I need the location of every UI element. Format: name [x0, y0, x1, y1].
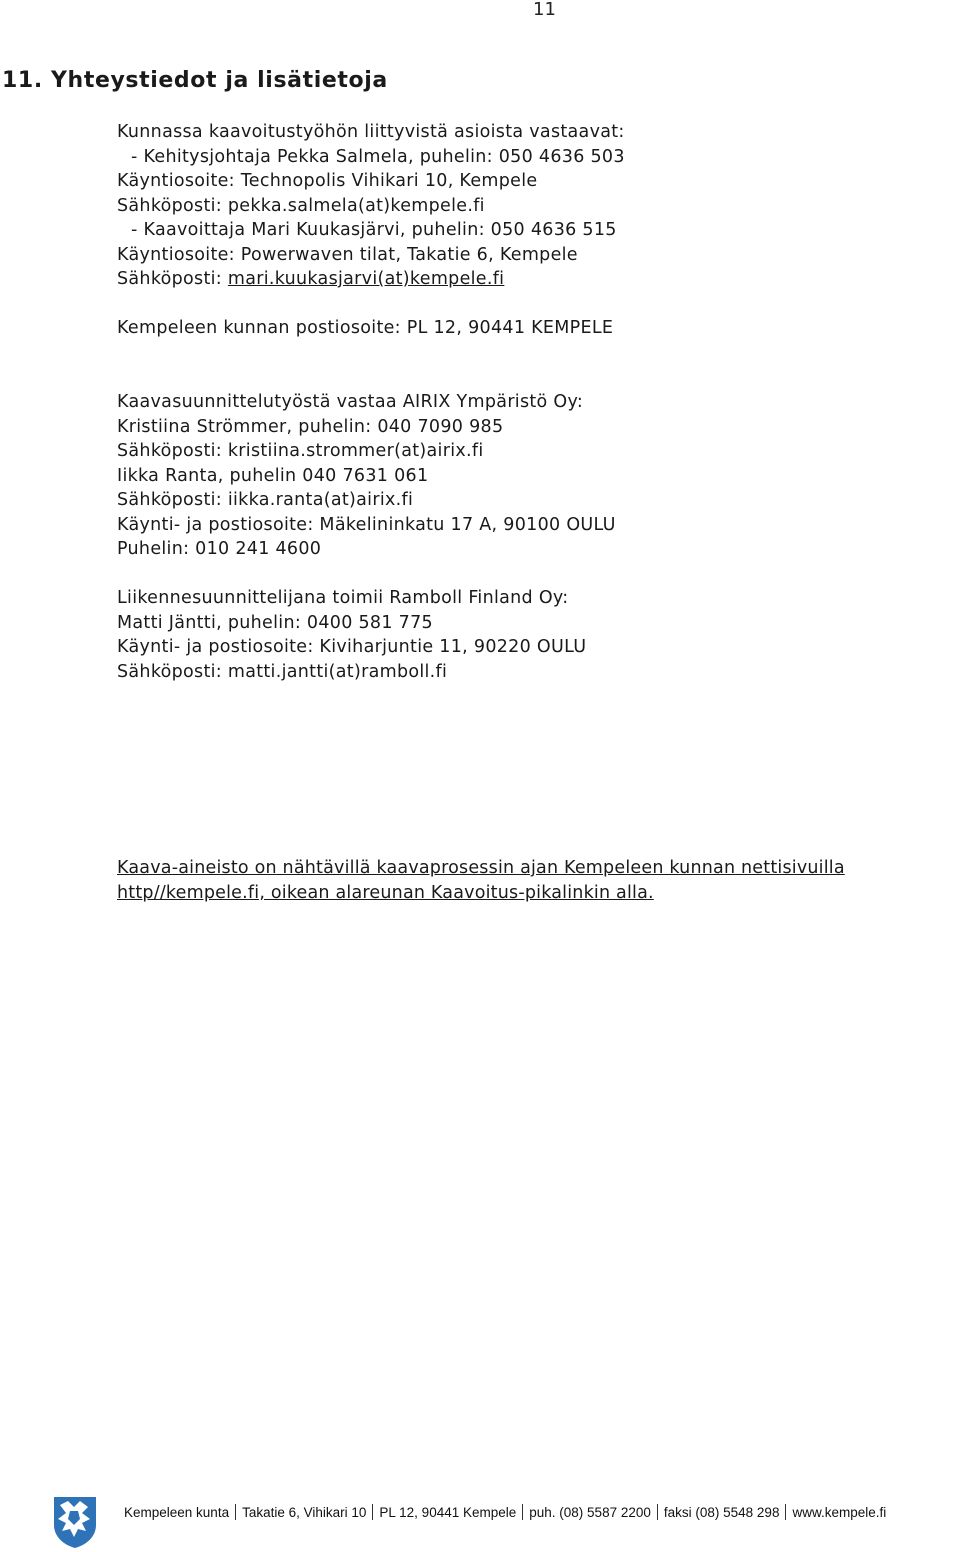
footer-separator [235, 1504, 236, 1520]
municipality-contacts [117, 120, 957, 292]
contact1-address: Käyntiosoite: Technopolis Vihikari 10, Kempele [117, 171, 538, 191]
contact2-email-row [117, 267, 957, 292]
contact2-line: - Kaavoittaja Mari Kuukasjärvi, puhelin: 050 4636 515 [131, 220, 617, 240]
material-notice [117, 856, 957, 905]
ramboll-person: Matti Jäntti, puhelin: 0400 581 775 [117, 612, 433, 633]
page-number: 11 [533, 0, 556, 20]
contact1-email-label: Sähköposti: [117, 195, 228, 216]
footer-separator [372, 1504, 373, 1520]
ramboll-intro: Liikennesuunnittelijana toimii Ramboll Finland Oy: [117, 588, 569, 608]
airix-phone: Puhelin: 010 241 4600 [117, 539, 322, 559]
contact1-line: - Kehitysjohtaja Pekka Salmela, puhelin: 050 4636 503 [131, 146, 625, 167]
kempele-coat-of-arms-icon [52, 1495, 98, 1549]
airix-address: Käynti- ja postiosoite: Mäkelininkatu 17 A, 90100 OULU [117, 514, 616, 535]
page-footer [52, 1495, 960, 1549]
footer-separator [522, 1504, 523, 1520]
section-heading: 11. Yhteystiedot ja lisätietoja [2, 68, 388, 93]
footer-org: Kempeleen kunta [124, 1505, 230, 1520]
footer-separator [785, 1504, 786, 1520]
airix-person2-email: Sähköposti: iikka.ranta(at)airix.fi [117, 490, 414, 510]
municipality-intro: Kunnassa kaavoitustyöhön liittyvistä asioista vastaavat: [117, 122, 625, 142]
footer-po-box: PL 12, 90441 Kempele [379, 1505, 517, 1520]
airix-person2: Iikka Ranta, puhelin 040 7631 061 [117, 465, 429, 486]
airix-contacts [117, 390, 957, 562]
airix-person1-email: Sähköposti: kristiina.strommer(at)airix.fi [117, 441, 484, 461]
footer-text [124, 1504, 886, 1522]
airix-person1: Kristiina Strömmer, puhelin: 040 7090 985 [117, 416, 504, 437]
contact1-email-row [117, 194, 957, 219]
airix-intro: Kaavasuunnittelutyöstä vastaa AIRIX Ympäristö Oy: [117, 392, 584, 412]
contact1-email[interactable]: pekka.salmela(at)kempele.fi [227, 195, 485, 216]
contact2-email-link[interactable]: mari.kuukasjarvi(at)kempele.fi [227, 269, 505, 289]
footer-fax: faksi (08) 5548 298 [663, 1505, 780, 1520]
footer-separator [657, 1504, 658, 1520]
ramboll-email: Sähköposti: matti.jantti(at)ramboll.fi [117, 661, 448, 682]
footer-street: Takatie 6, Vihikari 10 [242, 1505, 367, 1520]
contact2-email-label: Sähköposti: [117, 269, 228, 289]
footer-phone: puh. (08) 5587 2200 [529, 1505, 651, 1520]
postal-address: Kempeleen kunnan postiosoite: PL 12, 90441 KEMPELE [117, 318, 614, 338]
notice-line2[interactable]: http//kempele.fi, oikean alareunan Kaavoitus-pikalinkin alla. [117, 882, 654, 903]
postal-address-block [117, 316, 957, 341]
ramboll-contacts [117, 586, 957, 684]
contact2-address: Käyntiosoite: Powerwaven tilat, Takatie 6, Kempele [117, 244, 578, 265]
footer-website[interactable]: www.kempele.fi [792, 1505, 887, 1520]
ramboll-address: Käynti- ja postiosoite: Kiviharjuntie 11, 90220 OULU [117, 637, 587, 657]
notice-line1[interactable]: Kaava-aineisto on nähtävillä kaavaprosessin ajan Kempeleen kunnan nettisivuilla [117, 858, 845, 878]
